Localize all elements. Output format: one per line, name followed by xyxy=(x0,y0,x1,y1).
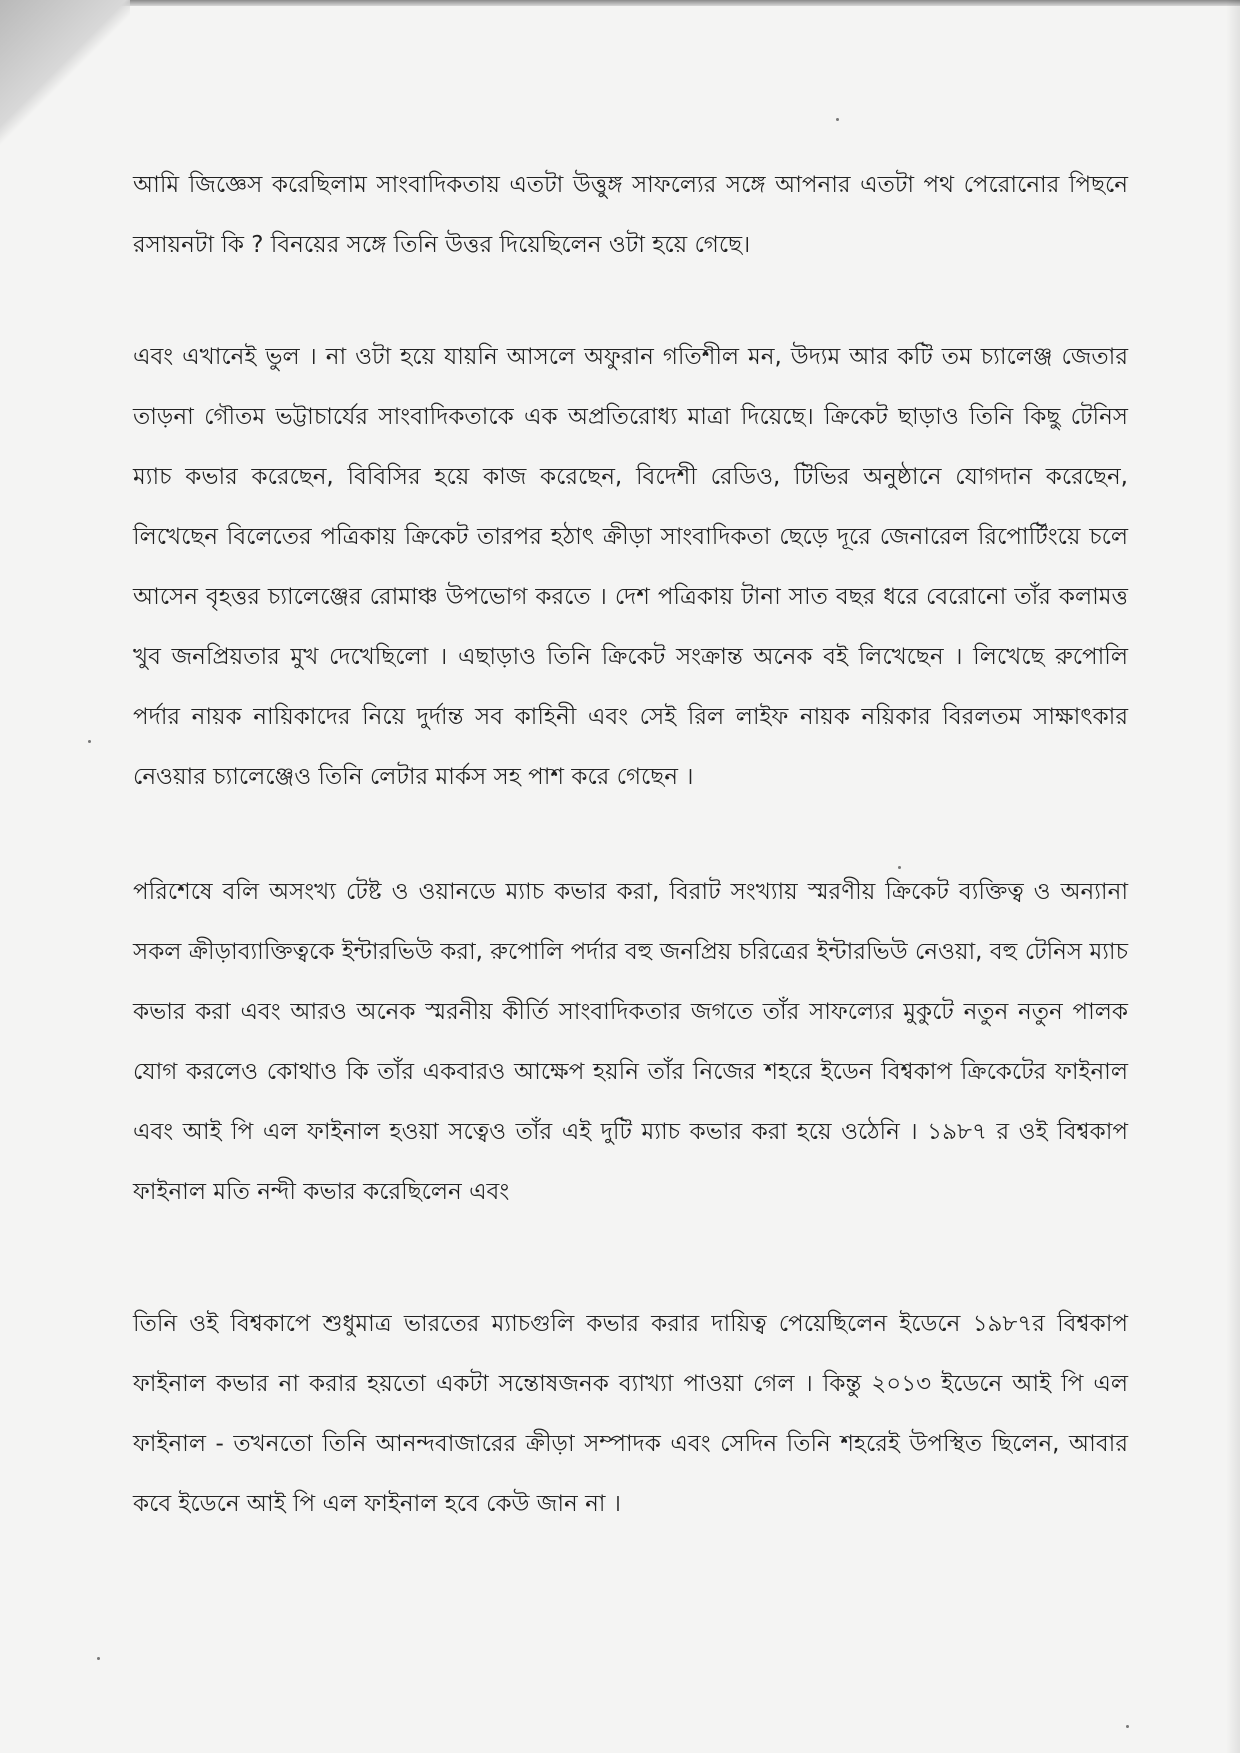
paragraph-1: আমি জিজ্ঞেস করেছিলাম সাংবাদিকতায় এতটা উত্তুঙ্গ সাফল্যের সঙ্গে আপনার এতটা পথ পেরোনোর পিছনে রসায়নটা কি ? বিনয়ের সঙ্গে তিনি উত্তর দিয়েছিলেন ওটা হয়ে গেছে। xyxy=(133,172,1128,258)
scan-speck xyxy=(97,1657,100,1660)
folded-corner xyxy=(0,0,130,150)
scan-speck xyxy=(88,740,91,743)
scan-speck xyxy=(1126,1725,1129,1728)
scan-top-edge xyxy=(0,0,1240,6)
scan-speck xyxy=(836,118,839,121)
scan-edge-shadow xyxy=(1226,0,1240,1753)
paragraph-2: এবং এখানেই ভুল । না ওটা হয়ে যায়নি আসলে অফুরান গতিশীল মন, উদ্যম আর কটি তম চ্যালেঞ্জ জেতার তাড়না গৌতম ভট্টাচার্যের সাংবাদিকতাকে এক অপ্রতিরোধ্য মাত্রা দিয়েছে। ক্রিকেট ছাড়াও তিনি কিছু টেনিস ম্যাচ কভার করেছেন, বিবিসির হয়ে কাজ করেছেন, বিদেশী রেডিও, টিভির অনুষ্ঠানে যোগদান করেছেন, লিখেছেন বিলেতের পত্রিকায় ক্রিকেট তারপর হঠাৎ ক্রীড়া সাংবাদিকতা ছেড়ে দূরে জেনারেল রিপোর্টিংয়ে চলে আসেন বৃহত্তর চ্যালেঞ্জের রোমাঞ্চ উপভোগ করতে । দেশ পত্রিকায় টানা সাত বছর ধরে বেরোনো তাঁর কলামত্ত খুব জনপ্রিয়তার মুখ দেখেছিলো । এছাড়াও তিনি ক্রিকেট সংক্রান্ত অনেক বই লিখেছেন । লিখেছে রুপোলি পর্দার নায়ক নায়িকাদের নিয়ে দুর্দান্ত সব কাহিনী এবং সেই রিল লাইফ নায়ক নয়িকার বিরলতম সাক্ষাৎকার নেওয়ার চ্যালেঞ্জেও তিনি লেটার মার্কস সহ পাশ করে গেছেন । xyxy=(133,344,1128,790)
paragraph-4: তিনি ওই বিশ্বকাপে শুধুমাত্র ভারতের ম্যাচগুলি কভার করার দায়িত্ব পেয়েছিলেন ইডেনে ১৯৮৭র বিশ্বকাপ ফাইনাল কভার না করার হয়তো একটা সন্তোষজনক ব্যাখ্যা পাওয়া গেল । কিন্তু ২০১৩ ইডেনে আই পি এল ফাইনাল - তখনতো তিনি আনন্দবাজারের ক্রীড়া সম্পাদক এবং সেদিন তিনি শহরেই উপস্থিত ছিলেন, আবার কবে ইডেনে আই পি এল ফাইনাল হবে কেউ জান না । xyxy=(133,1311,1128,1517)
document-body xyxy=(133,155,1128,1534)
paragraph-3: পরিশেষে বলি অসংখ্য টেষ্ট ও ওয়ানডে ম্যাচ কভার করা, বিরাট সংখ্যায় স্মরণীয় ক্রিকেট ব্যক্তিত্ব ও অন্যানা সকল ক্রীড়াব্যাক্তিত্বকে ইন্টারভিউ করা, রুপোলি পর্দার বহু জনপ্রিয় চরিত্রের ইন্টারভিউ নেওয়া, বহু টেনিস ম্যাচ কভার করা এবং আরও অনেক স্মরনীয় কীর্তি সাংবাদিকতার জগতে তাঁর সাফল্যের মুকুটে নতুন নতুন পালক যোগ করলেও কোথাও কি তাঁর একবারও আক্ষেপ হয়নি তাঁর নিজের শহরে ইডেন বিশ্বকাপ ক্রিকেটের ফাইনাল এবং আই পি এল ফাইনাল হওয়া সত্বেও তাঁর এই দুটি ম্যাচ কভার করা হয়ে ওঠেনি । ১৯৮৭ র ওই বিশ্বকাপ ফাইনাল মতি নন্দী কভার করেছিলেন এবং xyxy=(133,879,1128,1205)
